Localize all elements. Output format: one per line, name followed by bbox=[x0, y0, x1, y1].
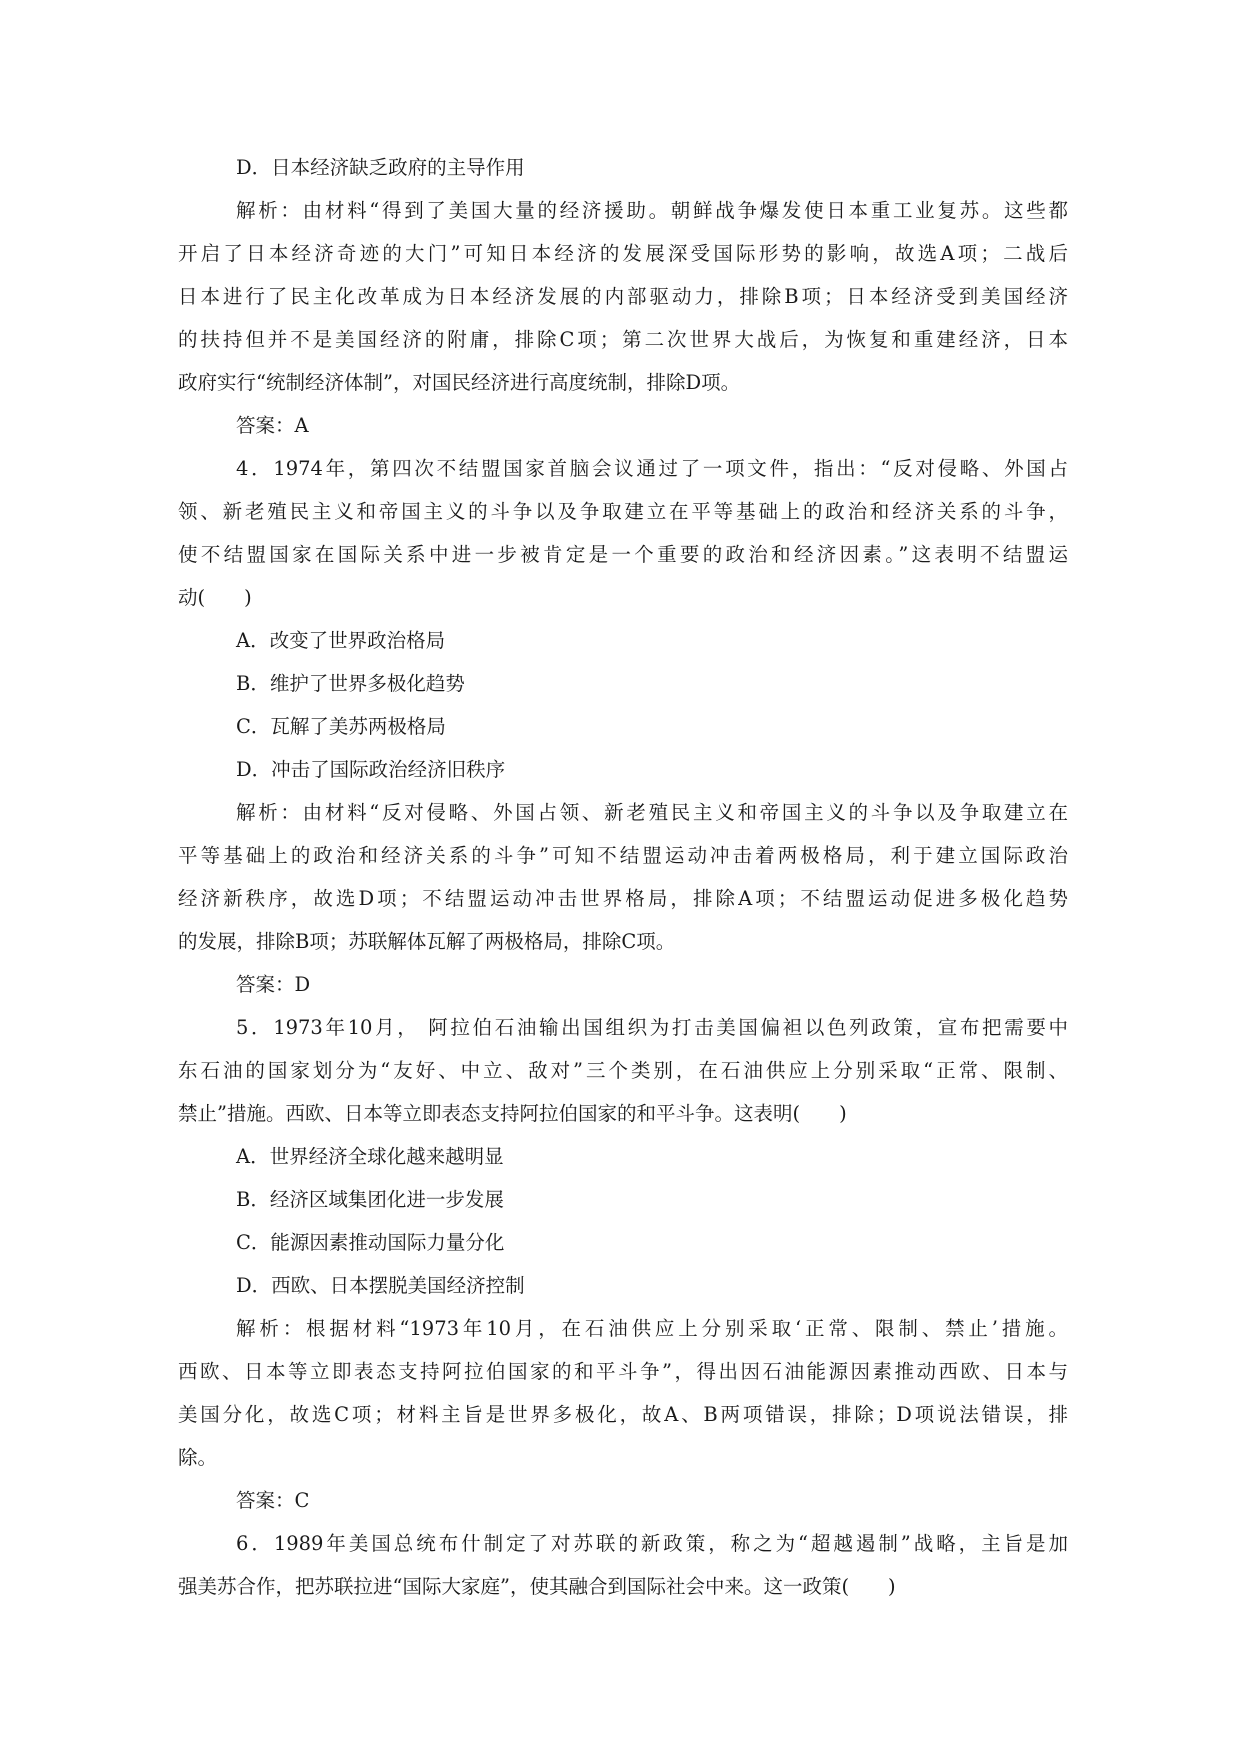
text-line: 的扶持但并不是美国经济的附庸，排除C项；第二次世界大战后，为恢复和重建经济，日本 bbox=[178, 328, 1068, 351]
text-line: 答案：D bbox=[236, 973, 311, 996]
text-line: 5．1973年10月， 阿拉伯石油输出国组织为打击美国偏袒以色列政策，宣布把需要中 bbox=[236, 1016, 1068, 1039]
text-line: D．冲击了国际政治经济旧秩序 bbox=[236, 758, 506, 781]
text-line: 除。 bbox=[178, 1446, 218, 1469]
text-line: A．世界经济全球化越来越明显 bbox=[236, 1145, 504, 1168]
text-line: C．瓦解了美苏两极格局 bbox=[236, 715, 446, 738]
text-line: 西欧、日本等立即表态支持阿拉伯国家的和平斗争”，得出因石油能源因素推动西欧、日本与 bbox=[178, 1360, 1068, 1383]
text-line: 动( ) bbox=[178, 586, 252, 609]
text-line: 强美苏合作，把苏联拉进“国际大家庭”，使其融合到国际社会中来。这一政策( ) bbox=[178, 1575, 896, 1598]
text-line: B．经济区域集团化进一步发展 bbox=[236, 1188, 504, 1211]
text-line: D．日本经济缺乏政府的主导作用 bbox=[236, 156, 525, 179]
document-body bbox=[178, 146, 1068, 1608]
text-line: 美国分化，故选C项；材料主旨是世界多极化，故A、B两项错误，排除；D项说法错误，排 bbox=[178, 1403, 1068, 1426]
text-line: 的发展，排除B项；苏联解体瓦解了两极格局，排除C项。 bbox=[178, 930, 676, 953]
text-line: 4．1974年，第四次不结盟国家首脑会议通过了一项文件，指出：“反对侵略、外国占 bbox=[236, 457, 1068, 480]
text-line: 领、新老殖民主义和帝国主义的斗争以及争取建立在平等基础上的政治和经济关系的斗争， bbox=[178, 500, 1068, 523]
text-line: C．能源因素推动国际力量分化 bbox=[236, 1231, 505, 1254]
text-line: 日本进行了民主化改革成为日本经济发展的内部驱动力，排除B项；日本经济受到美国经济 bbox=[178, 285, 1068, 308]
text-line: 6．1989年美国总统布什制定了对苏联的新政策，称之为“超越遏制”战略，主旨是加 bbox=[236, 1532, 1068, 1555]
text-line: 禁止”措施。西欧、日本等立即表态支持阿拉伯国家的和平斗争。这表明( ) bbox=[178, 1102, 847, 1125]
text-line: 东石油的国家划分为“友好、中立、敌对”三个类别，在石油供应上分别采取“正常、限制、 bbox=[178, 1059, 1068, 1082]
text-line: 经济新秩序，故选D项；不结盟运动冲击世界格局，排除A项；不结盟运动促进多极化趋势 bbox=[178, 887, 1068, 910]
text-line: D．西欧、日本摆脱美国经济控制 bbox=[236, 1274, 525, 1297]
text-line: 解析：根据材料“1973年10月，在石油供应上分别采取‘正常、限制、禁止’措施。 bbox=[236, 1317, 1068, 1340]
text-line: 解析：由材料“反对侵略、外国占领、新老殖民主义和帝国主义的斗争以及争取建立在 bbox=[236, 801, 1068, 824]
text-line: 开启了日本经济奇迹的大门”可知日本经济的发展深受国际形势的影响，故选A项；二战后 bbox=[178, 242, 1068, 265]
text-line: 政府实行“统制经济体制”，对国民经济进行高度统制，排除D项。 bbox=[178, 371, 741, 394]
text-line: 平等基础上的政治和经济关系的斗争”可知不结盟运动冲击着两极格局，利于建立国际政治 bbox=[178, 844, 1068, 867]
text-line: 使不结盟国家在国际关系中进一步被肯定是一个重要的政治和经济因素。”这表明不结盟运 bbox=[178, 543, 1068, 566]
text-line: A．改变了世界政治格局 bbox=[236, 629, 446, 652]
text-line: 解析：由材料“得到了美国大量的经济援助。朝鲜战争爆发使日本重工业复苏。这些都 bbox=[236, 199, 1068, 222]
text-line: B．维护了世界多极化趋势 bbox=[236, 672, 465, 695]
text-line: 答案：A bbox=[236, 414, 309, 437]
text-line: 答案：C bbox=[236, 1489, 310, 1512]
